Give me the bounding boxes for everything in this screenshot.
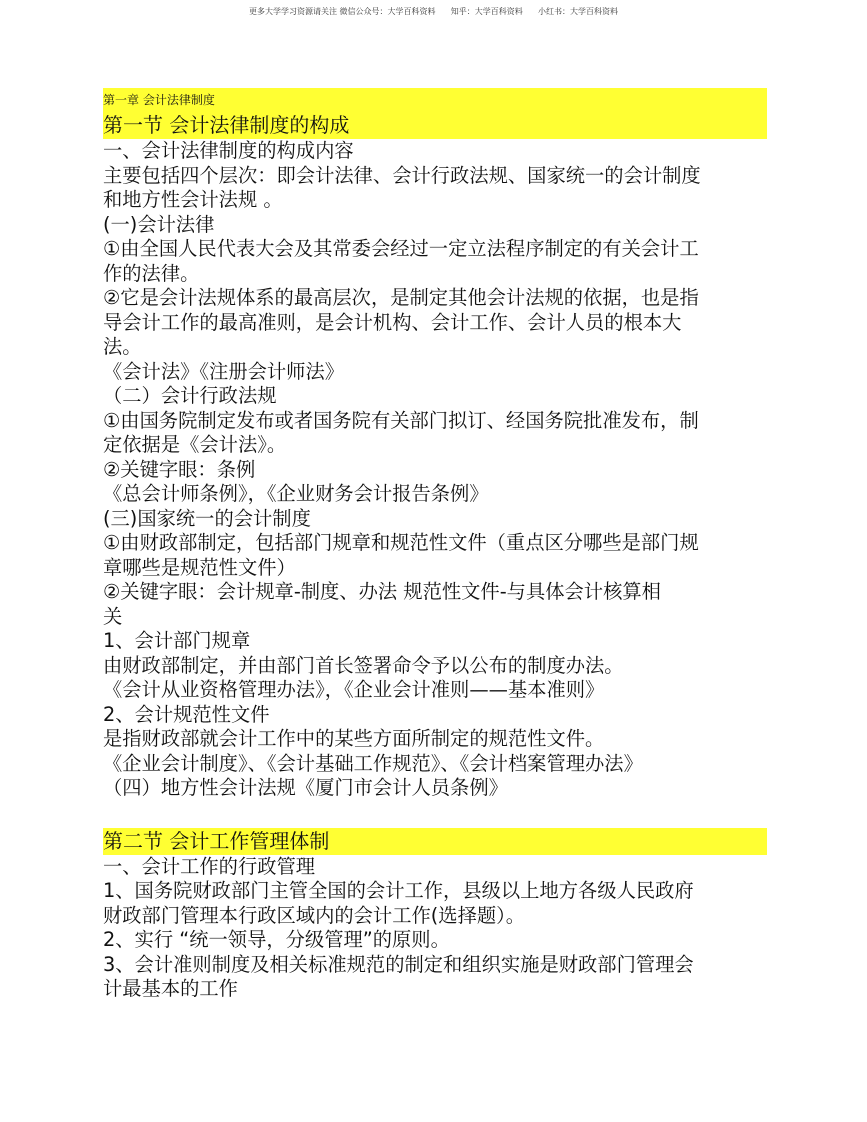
text-line: 计最基本的工作 xyxy=(103,977,238,1000)
page-header-notice: 更多大学学习资源请关注 微信公众号：大学百科资料 知乎：大学百科资料 小红书：大学百科资料 xyxy=(248,7,619,16)
text-line: 《企业会计制度》、《会计基础工作规范》、《会计档案管理办法》 xyxy=(103,751,643,775)
text-line: ②关键字眼：会计规章-制度、办法 规范性文件-与具体会计核算相 xyxy=(103,580,661,603)
text-line: ①由财政部制定，包括部门规章和规范性文件（重点区分哪些是部门规 xyxy=(103,531,699,554)
text-line: ①由国务院制定发布或者国务院有关部门拟订、经国务院批准发布，制 xyxy=(103,408,699,432)
text-line: 1、会计部门规章 xyxy=(103,629,251,652)
text-line: 《会计从业资格管理办法》，《企业会计准则——基本准则》 xyxy=(103,678,605,701)
text-line: (一)会计法律 xyxy=(103,212,215,236)
text-line: 关 xyxy=(103,604,123,628)
text-line: 定依据是《会计法》。 xyxy=(103,433,287,456)
text-line: ①由全国人民代表大会及其常委会经过一定立法程序制定的有关会计工 xyxy=(103,237,699,260)
section-1-title: 第一节 会计法律制度的构成 xyxy=(103,112,767,139)
text-line: （四）地方性会计法规《厦门市会计人员条例》 xyxy=(103,776,508,799)
section-1-body xyxy=(103,139,767,801)
text-line: 主要包括四个层次：即会计法律、会计行政法规、国家统一的会计制度 xyxy=(103,163,701,187)
text-line: 和地方性会计法规 。 xyxy=(103,188,283,211)
section-spacer xyxy=(103,801,767,828)
text-line: ②关键字眼：条例 xyxy=(103,457,256,481)
text-line: 财政部门管理本行政区域内的会计工作(选择题）。 xyxy=(103,903,526,927)
text-line: 2、实行 “统一领导，分级管理”的原则。 xyxy=(103,928,450,951)
text-line: 是指财政部就会计工作中的某些方面所制定的规范性文件。 xyxy=(103,727,605,750)
text-line: 一、会计工作的行政管理 xyxy=(103,854,316,878)
section-2-title: 第二节 会计工作管理体制 xyxy=(103,828,767,855)
text-line: （二）会计行政法规 xyxy=(103,384,277,407)
text-line: (三)国家统一的会计制度 xyxy=(103,506,311,530)
text-line: ②它是会计法规体系的最高层次，是制定其他会计法规的依据，也是指 xyxy=(103,286,699,309)
chapter-title: 第一章 会计法律制度 xyxy=(103,88,767,112)
text-line: 作的法律。 xyxy=(103,261,200,285)
text-line: 导会计工作的最高准则，是会计机构、会计工作、会计人员的根本大 xyxy=(103,310,682,334)
text-line: 一、会计法律制度的构成内容 xyxy=(103,139,354,162)
text-line: 3、会计准则制度及相关标准规范的制定和组织实施是财政部门管理会 xyxy=(103,952,694,976)
section-2-body xyxy=(103,855,767,1002)
text-line: 法。 xyxy=(103,335,142,358)
text-line: 章哪些是规范性文件） xyxy=(103,555,296,579)
text-line: 《会计法》《注册会计师法》 xyxy=(103,359,345,383)
text-line: 《总会计师条例》，《企业财务会计报告条例》 xyxy=(103,482,489,505)
text-line: 由财政部制定，并由部门首长签署命令予以公布的制度办法。 xyxy=(103,653,624,677)
text-line: 1、国务院财政部门主管全国的会计工作，县级以上地方各级人民政府 xyxy=(103,879,694,902)
text-line: 2、会计规范性文件 xyxy=(103,702,270,726)
document-body xyxy=(103,88,767,1002)
